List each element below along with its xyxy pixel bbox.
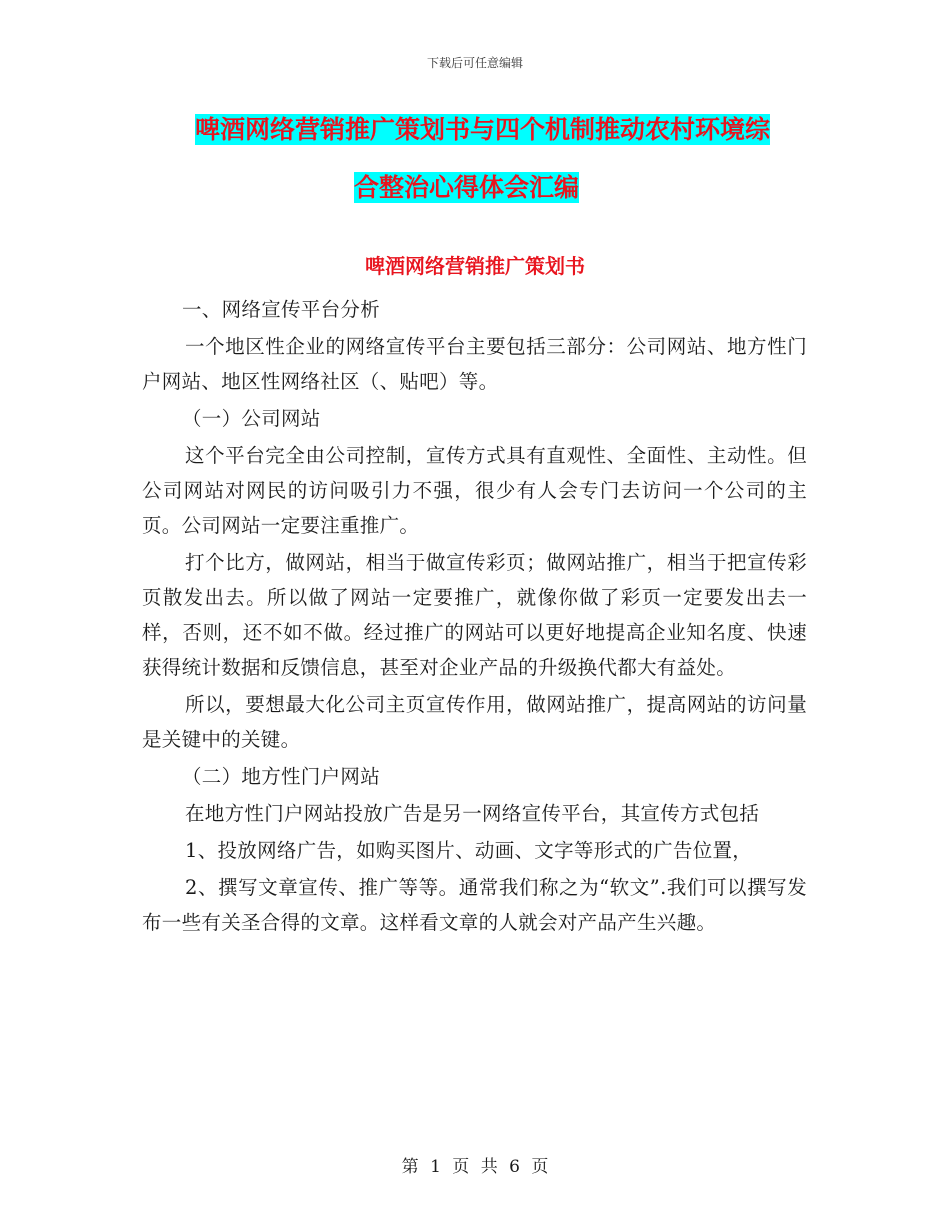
list-item: 1、投放网络广告，如购买图片、动画、文字等形式的广告位置， bbox=[185, 839, 753, 862]
title-line-2 bbox=[140, 170, 820, 206]
title-line-2-text: 合整治心得体会汇编 bbox=[354, 173, 580, 202]
heading-platform-analysis: 一、网络宣传平台分析 bbox=[182, 298, 381, 321]
section-title: 啤酒网络营销推广策划书 bbox=[365, 254, 585, 278]
list-item: 2、撰写文章宣传、推广等等。通常我们称之为“软文”.我们可以撰写发布一些有关圣合得的文章。这样看文章的人就会对产品产生兴趣。 bbox=[142, 876, 807, 934]
title-line-1 bbox=[140, 112, 820, 148]
paragraph: 在地方性门户网站投放广告是另一网络宣传平台，其宣传方式包括 bbox=[185, 802, 760, 825]
paragraph: 打个比方，做网站，相当于做宣传彩页；做网站推广，相当于把宣传彩页散发出去。所以做了网站一定要推广，就像你做了彩页一定要发出去一样，否则，还不如不做。经过推广的网站可以更好地提高企业知名度、快速获得统计数据和反馈信息，甚至对企业产品的升级换代都大有益处。 bbox=[142, 551, 807, 679]
document-title bbox=[140, 112, 820, 228]
paragraph: 一个地区性企业的网络宣传平台主要包括三部分：公司网站、地方性门户网站、地区性网络社区（、贴吧）等。 bbox=[142, 335, 807, 393]
paragraph: 所以，要想最大化公司主页宣传作用，做网站推广，提高网站的访问量是关键中的关键。 bbox=[142, 693, 807, 751]
subheading-local-portal: （二）地方性门户网站 bbox=[182, 765, 381, 788]
title-line-1-text: 啤酒网络营销推广策划书与四个机制推动农村环境综 bbox=[195, 115, 771, 144]
document-body bbox=[142, 292, 807, 942]
subheading-company-website: （一）公司网站 bbox=[182, 407, 321, 430]
header-note: 下载后可任意编辑 bbox=[426, 56, 523, 70]
paragraph: 这个平台完全由公司控制，宣传方式具有直观性、全面性、主动性。但公司网站对网民的访问吸引力不强，很少有人会专门去访问一个公司的主页。公司网站一定要注重推广。 bbox=[142, 444, 807, 537]
page-footer: 第 1 页 共 6 页 bbox=[401, 1157, 549, 1177]
